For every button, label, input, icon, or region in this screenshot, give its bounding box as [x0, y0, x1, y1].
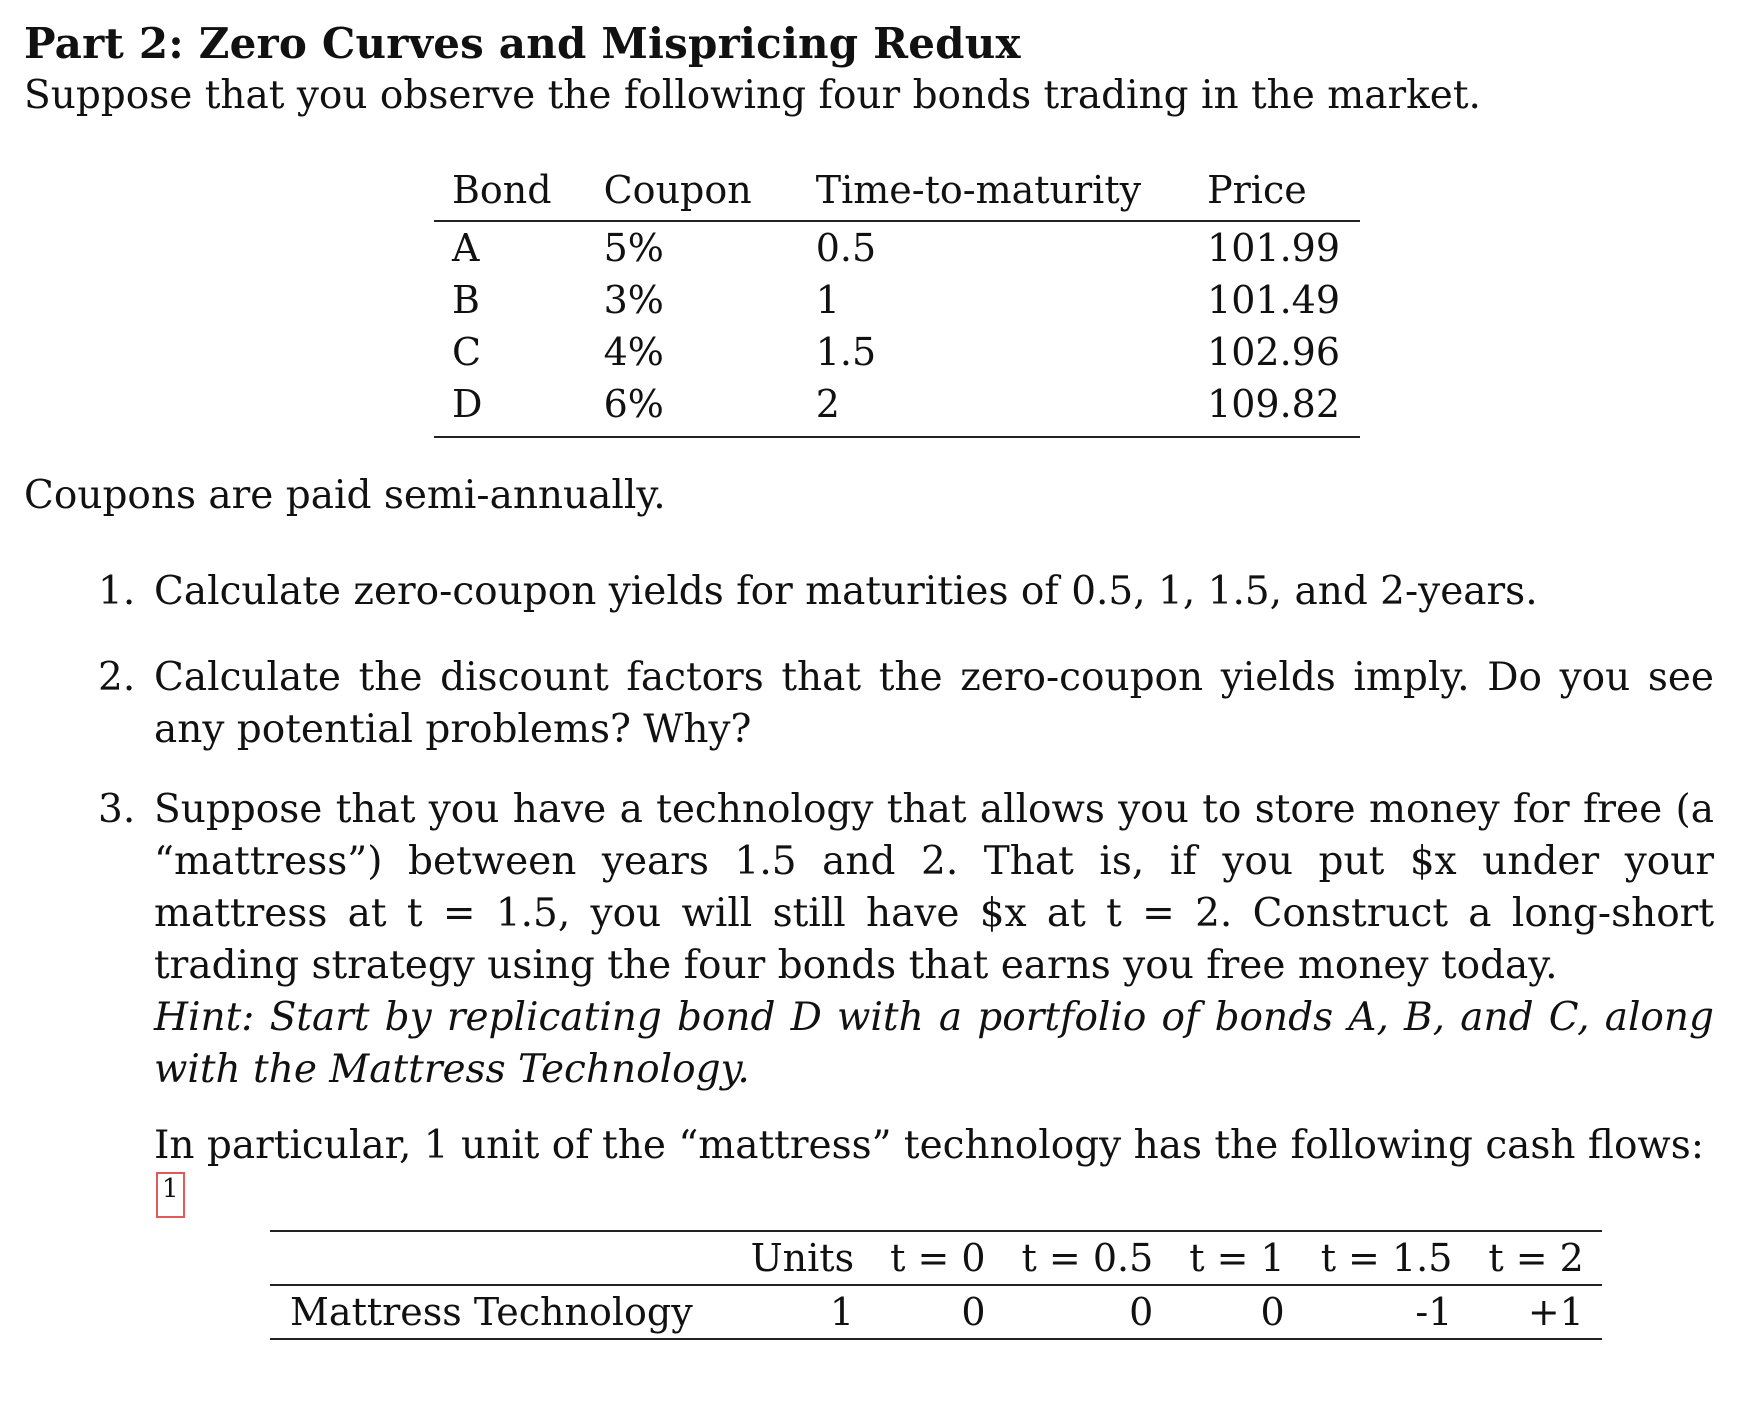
mattress-table — [270, 1230, 1602, 1340]
question-text: Calculate the discount factors that the zero-coupon yields imply. Do you see any potential problems? Why? — [154, 655, 1714, 752]
bond-coupon: 3% — [603, 278, 664, 322]
cash-flow-t0: 0 — [872, 1285, 1003, 1339]
column-header-bond: Bond — [434, 158, 582, 221]
question-item — [74, 566, 1714, 618]
bond-price: 101.49 — [1207, 278, 1341, 322]
bond-price: 102.96 — [1207, 330, 1341, 374]
intro-text: Suppose that you observe the following four bonds trading in the market. — [24, 73, 1481, 118]
question-text: Calculate zero-coupon yields for maturities of 0.5, 1, 1.5, and 2-years. — [154, 569, 1538, 614]
table-row — [434, 221, 1360, 274]
bond-table-header-row — [434, 158, 1360, 221]
bond-maturity: 1 — [815, 278, 840, 322]
table-row — [434, 326, 1360, 378]
question-item — [74, 652, 1714, 756]
problem-page — [24, 18, 1724, 1334]
bond-coupon: 6% — [582, 378, 794, 437]
cash-flow-t1: 0 — [1171, 1285, 1302, 1339]
question-number: 3. — [98, 787, 136, 832]
bond-name: C — [452, 330, 482, 374]
question-item — [74, 784, 1714, 1224]
column-header-coupon: Coupon — [582, 158, 794, 221]
question-list — [74, 566, 1714, 1258]
column-header-t1: t = 1 — [1171, 1231, 1302, 1285]
cash-flow-t15: -1 — [1303, 1285, 1471, 1339]
cash-flow-intro-text: In particular, 1 unit of the “mattress” technology has the following cash flows: — [154, 1123, 1704, 1168]
column-header-units: Units — [733, 1231, 872, 1285]
bond-maturity: 2 — [794, 378, 1185, 437]
column-header-time-to-maturity: Time-to-maturity — [794, 158, 1185, 221]
hint-text: Hint: Start by replicating bond D with a portfolio of bonds A, B, and C, along with the Mattress Technology. — [154, 995, 1714, 1092]
question-text: Suppose that you have a technology that allows you to store money for free (a “mattress”) between years 1.5 and 2. That is, if you put $x under your mattress at t = 1.5, you will still have $x at t = 2. Construct a long-short trading strategy using the four bonds that earns you free money today. — [154, 787, 1714, 988]
cash-flow-t2: +1 — [1470, 1285, 1601, 1339]
column-header-price: Price — [1185, 158, 1360, 221]
footnote-link[interactable]: 1 — [156, 1172, 185, 1218]
column-header-blank — [270, 1231, 733, 1285]
row-label: Mattress Technology — [270, 1285, 733, 1339]
bond-maturity: 0.5 — [815, 226, 877, 270]
table-row — [434, 274, 1360, 326]
table-row — [434, 378, 1360, 437]
bond-maturity: 1.5 — [815, 330, 877, 374]
units-value: 1 — [733, 1285, 872, 1339]
bond-name: A — [452, 226, 480, 270]
question-number: 1. — [98, 569, 136, 614]
question-number: 2. — [98, 655, 136, 700]
column-header-t15: t = 1.5 — [1303, 1231, 1471, 1285]
column-header-t2: t = 2 — [1470, 1231, 1601, 1285]
bond-price: 101.99 — [1207, 226, 1341, 270]
bond-coupon: 5% — [603, 226, 664, 270]
bond-table — [434, 158, 1360, 438]
bond-name: B — [452, 278, 480, 322]
bond-price: 109.82 — [1185, 378, 1360, 437]
mattress-table-header-row — [270, 1231, 1602, 1285]
column-header-t0: t = 0 — [872, 1231, 1003, 1285]
bond-name: D — [434, 378, 582, 437]
cash-flow-t05: 0 — [1004, 1285, 1172, 1339]
table-row — [270, 1285, 1602, 1339]
bond-coupon: 4% — [603, 330, 664, 374]
cash-flow-intro — [154, 1120, 1714, 1224]
column-header-t05: t = 0.5 — [1004, 1231, 1172, 1285]
section-title: Part 2: Zero Curves and Mispricing Redux — [24, 19, 1021, 68]
coupon-note: Coupons are paid semi-annually. — [24, 473, 666, 518]
